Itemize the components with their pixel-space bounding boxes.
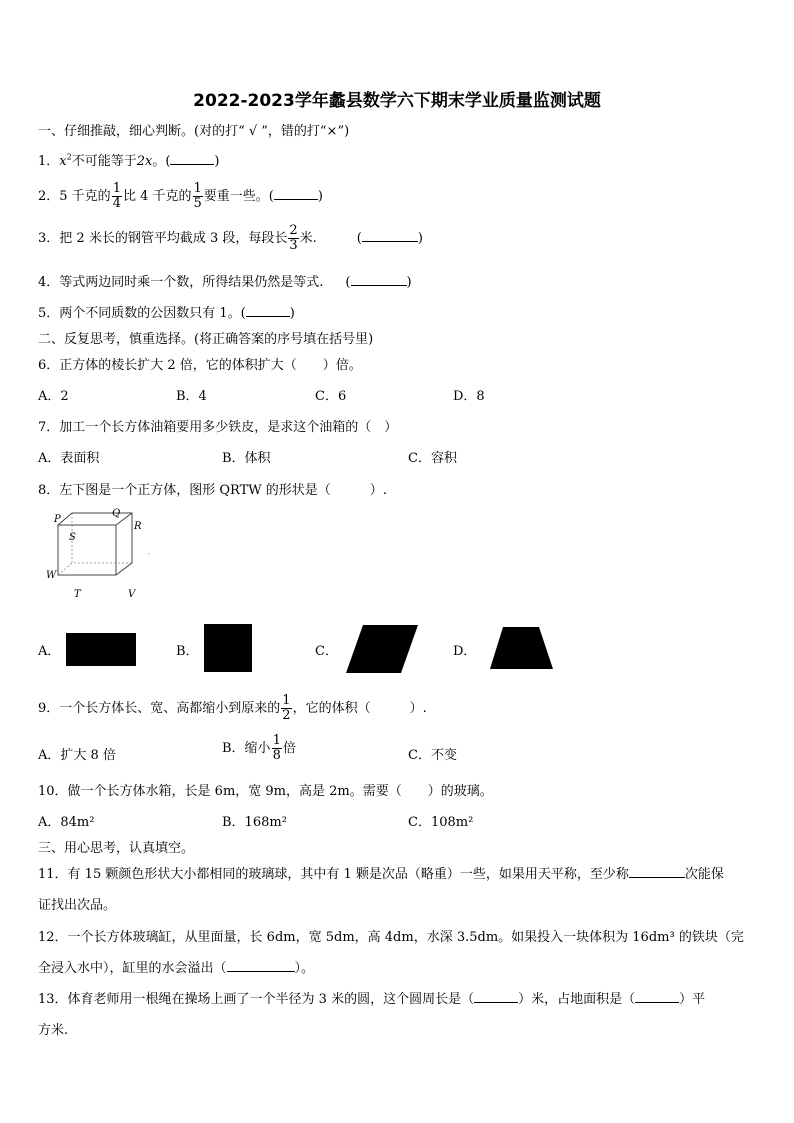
q8-option-b[interactable]: B． [176, 644, 199, 659]
question-8: 8．左下图是一个正方体，图形 QRTW 的形状是（ ）. [38, 483, 387, 498]
answer-blank[interactable] [474, 1002, 518, 1003]
q8-option-c[interactable]: C． [315, 644, 338, 659]
q6-option-c[interactable]: C．6 [315, 389, 347, 404]
q6-option-b[interactable]: B．4 [176, 389, 207, 404]
q9-option-a[interactable]: A．扩大 8 倍 [38, 748, 116, 763]
page-title: 2022-2023学年蠡县数学六下期末学业质量监测试题 [193, 91, 601, 111]
shape-parallelogram [345, 624, 419, 674]
q6-option-a[interactable]: A．2 [38, 389, 69, 404]
label-w: W [46, 570, 57, 581]
q9-option-c[interactable]: C．不变 [408, 748, 457, 763]
label-s: S [69, 532, 76, 543]
q8-option-a[interactable]: A． [38, 644, 61, 659]
question-13-line-2: 方米. [38, 1023, 69, 1038]
q6-option-d[interactable]: D．8 [453, 389, 485, 404]
cube-diagram [44, 505, 164, 605]
question-3: 3．把 2 米长的钢管平均截成 3 段，每段长 $\frac{2}{3}$ 米. ( ) [38, 223, 423, 253]
q7-option-c[interactable]: C．容积 [408, 451, 457, 466]
label-t: T [74, 589, 81, 600]
question-4: 4．等式两边同时乘一个数，所得结果仍然是等式. ( ) [38, 275, 412, 290]
q10-option-a[interactable]: A．84m² [38, 815, 95, 830]
label-p: P [54, 514, 61, 525]
answer-blank[interactable] [170, 164, 214, 165]
question-10: 10．做一个长方体水箱，长是 6m，宽 9m，高是 2m。需要（ ）的玻璃。 [38, 784, 493, 799]
answer-blank[interactable] [351, 285, 407, 286]
question-1: 1．$x^2$不可能等于2x。( ) [38, 152, 220, 169]
question-12-line-1: 12．一个长方体玻璃缸，从里面量，长 6dm，宽 5dm，高 4dm，水深 3.5dm。如果投入一块体积为 16dm³ 的铁块（完 [38, 930, 744, 945]
answer-blank[interactable] [246, 316, 290, 317]
answer-blank[interactable] [629, 877, 685, 878]
section-1-heading: 一、仔细推敲，细心判断。(对的打“ √ ”，错的打“×”) [38, 124, 350, 139]
label-v: V [128, 589, 136, 600]
section-3-heading: 三、用心思考，认真填空。 [38, 841, 195, 856]
answer-blank[interactable] [635, 1002, 679, 1003]
answer-blank[interactable] [274, 199, 318, 200]
q9-option-b[interactable]: B．缩小 $\frac{1}{8}$ 倍 [222, 733, 296, 763]
question-13-line-1: 13．体育老师用一根绳在操场上画了一个半径为 3 米的圆，这个圆周长是（ ）米，占地面积是（ ）平 [38, 992, 706, 1007]
answer-blank[interactable] [227, 971, 295, 972]
question-5: 5．两个不同质数的公因数只有 1。( ) [38, 306, 295, 321]
q8-option-d[interactable]: D． [453, 644, 477, 659]
stray-mark: ˎ [147, 544, 151, 555]
question-11-line-2: 证找出次品。 [38, 898, 117, 913]
shape-wide-rectangle [66, 633, 136, 666]
question-11-line-1: 11．有 15 颗颜色形状大小都相同的玻璃球，其中有 1 颗是次品（略重）一些，如果用天平称，至少称 次能保 [38, 867, 724, 882]
question-9: 9．一个长方体长、宽、高都缩小到原来的 $\frac{1}{2}$ ，它的体积（ ）. [38, 693, 427, 723]
shape-trapezoid [489, 626, 555, 670]
section-2-heading: 二、反复思考，慎重选择。(将正确答案的序号填在括号里) [38, 332, 374, 347]
question-7: 7．加工一个长方体油箱要用多少铁皮，是求这个油箱的（ ） [38, 420, 398, 435]
q10-option-b[interactable]: B．168m² [222, 815, 287, 830]
q10-option-c[interactable]: C．108m² [408, 815, 474, 830]
q7-option-b[interactable]: B．体积 [222, 451, 271, 466]
question-6: 6．正方体的棱长扩大 2 倍，它的体积扩大（ ）倍。 [38, 358, 362, 373]
label-q: Q [112, 508, 121, 519]
answer-blank[interactable] [362, 241, 418, 242]
shape-square [204, 624, 252, 672]
label-r: R [134, 521, 142, 532]
question-2: 2．5 千克的 $\frac{1}{4}$ 比 4 千克的 $\frac{1}{5}$ 要重一些。( ) [38, 181, 323, 211]
question-12-line-2: 全浸入水中），缸里的水会溢出（ ）。 [38, 961, 315, 976]
q7-option-a[interactable]: A．表面积 [38, 451, 100, 466]
